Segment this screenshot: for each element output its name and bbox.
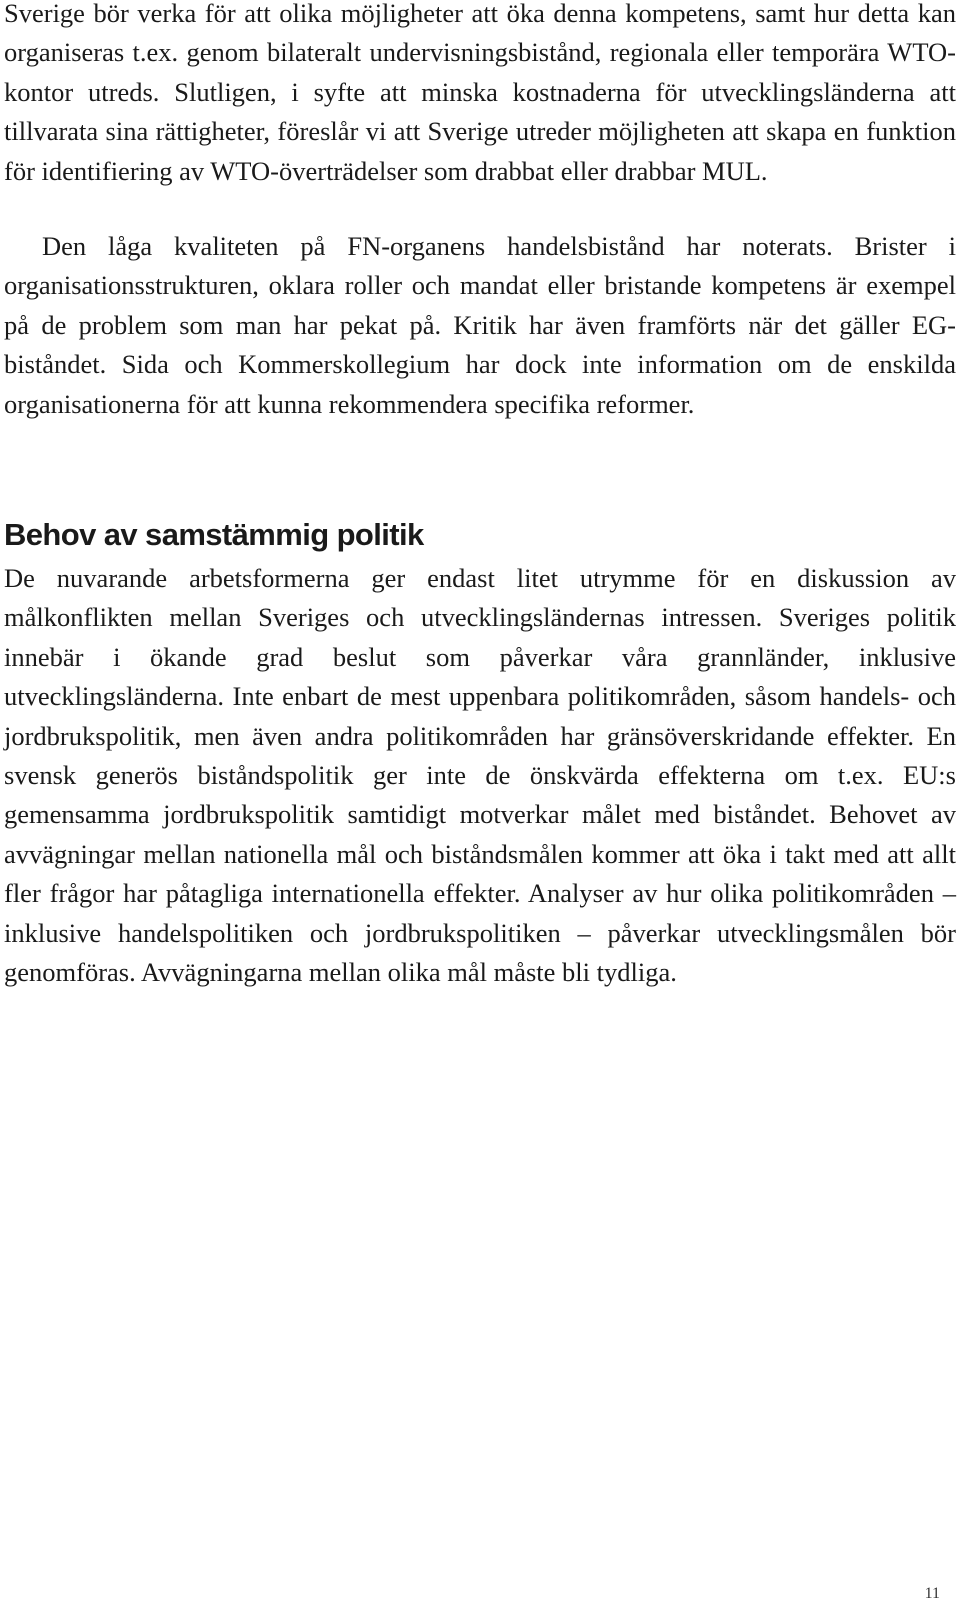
paragraph-policy-coherence: De nuvarande arbetsformerna ger endast litet utrymme för en diskussion av målkonflikten mellan Sveriges och utvecklingsländernas intressen. Sveriges politik innebär i ökande grad beslut som påverkar våra grannländer, inklusive utvecklingsländerna. Inte enbart de mest uppenbara politikområden, såsom handels- och jordbrukspolitik, men även andra politikområden har gränsöverskridande effekter. En svensk generös biståndspolitik ger inte de önskvärda effekterna om t.ex. EU:s gemensamma jordbrukspolitik samtidigt motverkar målet med biståndet. Behovet av avvägningar mellan nationella mål och biståndsmålen kommer att öka i takt med att allt fler frågor har påtagliga internationella effekter. Analyser av hur olika politikområden – inklusive handelspolitiken och jordbrukspolitiken – påverkar utvecklingsmålen bör genomföras. Avvägningarna mellan olika mål måste bli tydliga.: [4, 563, 956, 988]
page-number: 11: [924, 1585, 940, 1602]
section-heading: Behov av samstämmig politik: [4, 517, 424, 552]
paragraph-wto-competence: Sverige bör verka för att olika möjligheter att öka denna kompetens, samt hur detta kan organiseras t.ex. genom bilateralt undervisningsbistånd, regionala eller temporära WTO-kontor utreds. Slutligen, i syfte att minska kostnaderna för utvecklingsländerna att tillvarata sina rättigheter, föreslår vi att Sverige utreder möjligheten att skapa en funktion för identifiering av WTO-överträdelser som drabbat eller drabbar MUL.: [4, 0, 956, 186]
paragraph-un-trade-aid: Den låga kvaliteten på FN-organens handelsbistånd har noterats. Brister i organisationsstrukturen, oklara roller och mandat eller bristande kompetens är exempel på de problem som man har pekat på. Kritik har även framförts när det gäller EG-biståndet. Sida och Kommerskollegium har dock inte information om de enskilda organisationerna för att kunna rekommendera specifika reformer.: [4, 231, 956, 419]
